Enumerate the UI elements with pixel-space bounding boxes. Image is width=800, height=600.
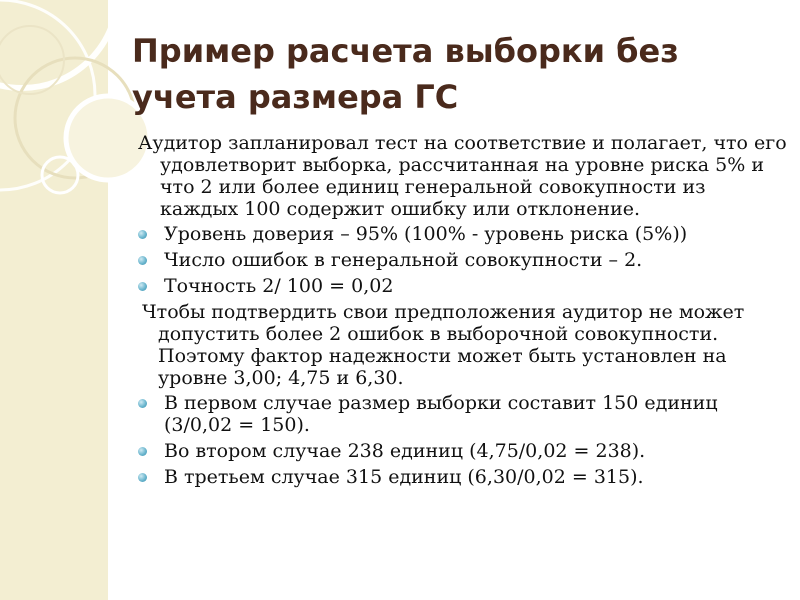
bullet-icon bbox=[138, 447, 147, 456]
bullet-icon bbox=[138, 230, 147, 239]
slide-body bbox=[138, 132, 788, 492]
list-item-text: Число ошибок в генеральной совокупности – 2. bbox=[164, 249, 643, 271]
list-item-text: Точность 2/ 100 = 0,02 bbox=[164, 275, 394, 297]
list-item-text: Уровень доверия – 95% (100% - уровень риска (5%)) bbox=[164, 223, 688, 245]
list-item bbox=[138, 249, 788, 271]
list-item bbox=[138, 223, 788, 245]
list-item bbox=[138, 275, 788, 297]
list-item bbox=[138, 392, 788, 436]
list-item bbox=[138, 440, 788, 462]
reliability-paragraph: Чтобы подтвердить свои предположения аудитор не может допустить более 2 ошибок в выборочной совокупности. Поэтому фактор надежности может быть установлен на уровне 3,00; 4,75 и 6,30. bbox=[142, 301, 745, 389]
list-item-text: В третьем случае 315 единиц (6,30/0,02 = 315). bbox=[164, 466, 644, 488]
slide-title: Пример расчета выборки без учета размера ГС bbox=[132, 32, 679, 116]
bullet-icon bbox=[138, 473, 147, 482]
list-item-text: Во втором случае 238 единиц (4,75/0,02 = 238). bbox=[164, 440, 646, 462]
bullet-icon bbox=[138, 282, 147, 291]
bullet-icon bbox=[138, 256, 147, 265]
list-item-text: В первом случае размер выборки составит 150 единиц (3/0,02 = 150). bbox=[164, 392, 718, 436]
intro-paragraph: Аудитор запланировал тест на соответствие и полагает, что его удовлетворит выборка, рассчитанная на уровне риска 5% и что 2 или более единиц генеральной совокупности из каждых 100 содержит ошибку или отклонение. bbox=[138, 132, 787, 220]
bullet-icon bbox=[138, 399, 147, 408]
list-item bbox=[138, 466, 788, 488]
